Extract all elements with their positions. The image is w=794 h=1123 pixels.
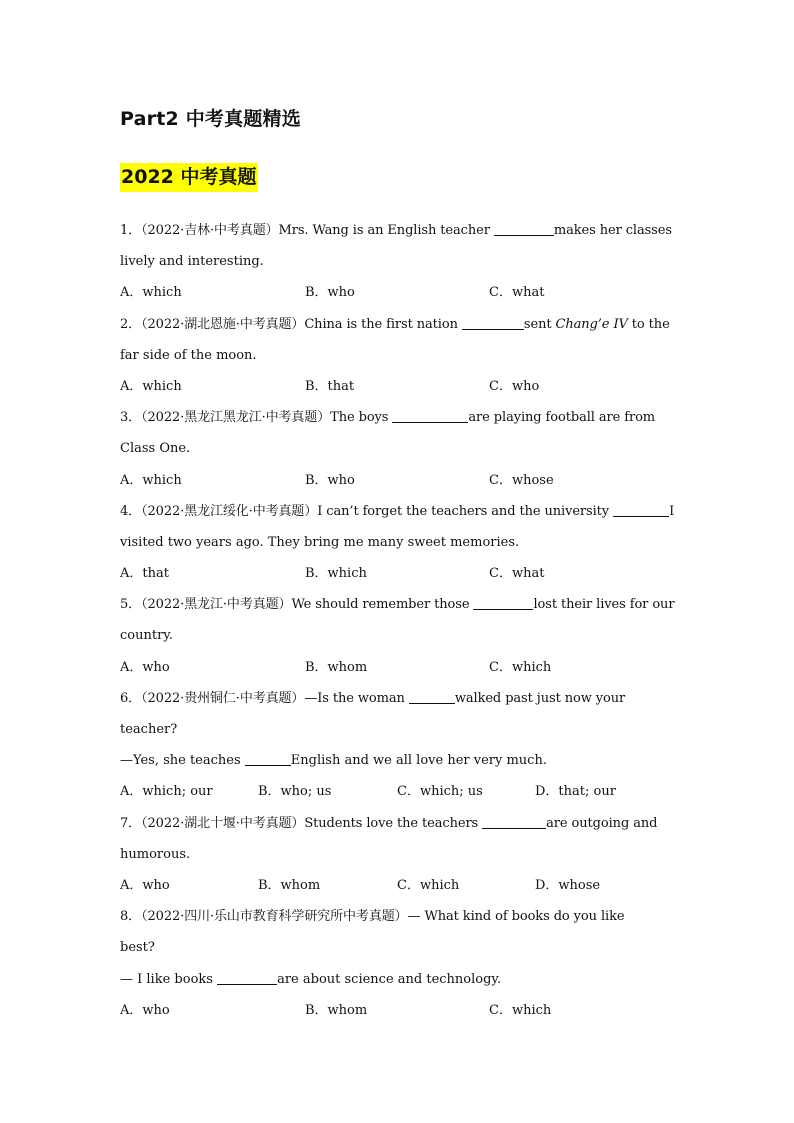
- stem-continuation: Class One.: [120, 441, 191, 457]
- option-c[interactable]: C．which: [397, 877, 460, 893]
- stem-text: English and we all love her very much.: [290, 753, 547, 769]
- stem-text: are about science and technology.: [277, 971, 502, 987]
- answer-blank: [409, 689, 455, 704]
- stem-text: I: [669, 503, 675, 519]
- dialogue-reply: [120, 745, 680, 776]
- answer-blank: [482, 814, 546, 829]
- options: [120, 277, 680, 308]
- option-b[interactable]: B．whom: [305, 659, 368, 675]
- option-d[interactable]: D．whose: [535, 877, 601, 893]
- stem-continuation: visited two years ago. They bring me many sweet memories.: [120, 534, 520, 550]
- option-b[interactable]: B．who: [305, 472, 355, 488]
- question-number: 6．: [120, 690, 142, 706]
- option-a[interactable]: A．which; our: [120, 784, 213, 800]
- stem-text: —Yes, she teaches: [120, 753, 245, 769]
- question-number: 7．: [120, 815, 142, 831]
- question-number: 3．: [120, 410, 142, 426]
- answer-blank: [392, 408, 468, 423]
- question-source: （2022·黑龙江·中考真题）: [141, 597, 292, 613]
- stem-text: China is the first nation: [304, 316, 462, 332]
- stem-continuation: teacher?: [120, 722, 178, 737]
- answer-blank: [473, 595, 533, 610]
- question-stem: [120, 683, 680, 714]
- option-b[interactable]: B．which: [305, 566, 367, 582]
- stem-text: I can’t forget the teachers and the university: [317, 503, 614, 519]
- question-stem: [120, 496, 680, 527]
- stem-text: lost their lives for our: [533, 597, 675, 613]
- option-c[interactable]: C．which: [489, 659, 552, 675]
- stem-text: are playing football are from: [468, 410, 656, 426]
- stem-continuation: lively and interesting.: [120, 254, 264, 270]
- option-b[interactable]: B．that: [305, 378, 355, 394]
- question-number: 8．: [120, 909, 142, 925]
- stem-text: walked past just now your: [454, 690, 626, 706]
- question-source: （2022·四川·乐山市教育科学研究所中考真题）: [141, 909, 408, 925]
- stem-italic-text: Chang’e IV: [555, 316, 628, 332]
- option-b[interactable]: B．whom: [258, 877, 321, 893]
- question-source: （2022·湖北十堰·中考真题）: [141, 815, 305, 831]
- question-6: [120, 683, 680, 808]
- stem-text: are outgoing and: [546, 815, 658, 831]
- stem-text: —Is the woman: [304, 690, 409, 706]
- options: [120, 558, 680, 589]
- stem-text: We should remember those: [291, 597, 474, 613]
- answer-blank: [494, 221, 554, 236]
- stem-text: — I like books: [120, 971, 218, 987]
- answer-blank: [217, 970, 277, 985]
- option-b[interactable]: B．whom: [305, 1002, 368, 1018]
- page-title: Part2 中考真题精选: [120, 108, 301, 130]
- dialogue-reply: [120, 964, 680, 995]
- option-d[interactable]: D．that; our: [535, 784, 616, 800]
- question-stem: [120, 309, 680, 340]
- options: [120, 776, 680, 807]
- option-c[interactable]: C．what: [489, 566, 545, 582]
- question-5: [120, 589, 680, 683]
- answer-blank: [462, 315, 524, 330]
- question-number: 2．: [120, 316, 142, 332]
- question-8: [120, 901, 680, 1026]
- question-stem: [120, 215, 680, 246]
- question-source: （2022·黑龙江绥化·中考真题）: [141, 503, 318, 519]
- option-a[interactable]: A．who: [120, 877, 170, 893]
- options: [120, 465, 680, 496]
- question-number: 1．: [120, 223, 142, 238]
- stem-text: makes her classes: [553, 223, 672, 238]
- question-stem: [120, 402, 680, 433]
- question-7: [120, 808, 680, 902]
- option-a[interactable]: A．which: [120, 378, 182, 394]
- stem-text: — What kind of books do you like: [407, 909, 625, 925]
- question-list: [120, 215, 680, 1026]
- question-stem: [120, 808, 680, 839]
- question-2: [120, 309, 680, 403]
- answer-blank: [613, 502, 669, 517]
- stem-text: to the: [627, 316, 670, 332]
- stem-text: Mrs. Wang is an English teacher: [278, 223, 494, 238]
- option-a[interactable]: A．who: [120, 659, 170, 675]
- option-c[interactable]: C．which; us: [397, 784, 483, 800]
- options: [120, 371, 680, 402]
- question-source: （2022·湖北恩施·中考真题）: [141, 316, 305, 332]
- question-number: 4．: [120, 503, 142, 519]
- stem-text: The boys: [330, 410, 393, 426]
- option-b[interactable]: B．who: [305, 285, 355, 301]
- stem-continuation: humorous.: [120, 846, 191, 862]
- question-source: （2022·贵州铜仁·中考真题）: [141, 690, 305, 706]
- question-stem: [120, 589, 680, 620]
- question-stem: [120, 901, 680, 932]
- section-title: 2022 中考真题: [120, 163, 258, 192]
- options: [120, 870, 680, 901]
- stem-text: Students love the teachers: [304, 815, 483, 831]
- question-1: [120, 215, 680, 309]
- answer-blank: [245, 751, 291, 766]
- option-c[interactable]: C．what: [489, 285, 545, 301]
- stem-continuation: country.: [120, 628, 174, 644]
- option-a[interactable]: A．which: [120, 472, 182, 488]
- question-source: （2022·吉林·中考真题）: [141, 223, 279, 238]
- option-a[interactable]: A．that: [120, 566, 169, 582]
- question-3: [120, 402, 680, 496]
- options: [120, 995, 680, 1026]
- option-c[interactable]: C．which: [489, 1002, 552, 1018]
- option-b[interactable]: B．who; us: [258, 784, 332, 800]
- stem-text: sent: [523, 316, 556, 332]
- stem-continuation: best?: [120, 940, 155, 956]
- option-a[interactable]: A．who: [120, 1002, 170, 1018]
- options: [120, 652, 680, 683]
- question-source: （2022·黑龙江黑龙江·中考真题）: [141, 410, 331, 426]
- option-c[interactable]: C．who: [489, 378, 540, 394]
- question-number: 5．: [120, 597, 142, 613]
- stem-continuation: far side of the moon.: [120, 347, 257, 363]
- option-c[interactable]: C．whose: [489, 472, 554, 488]
- option-a[interactable]: A．which: [120, 285, 182, 301]
- question-4: [120, 496, 680, 590]
